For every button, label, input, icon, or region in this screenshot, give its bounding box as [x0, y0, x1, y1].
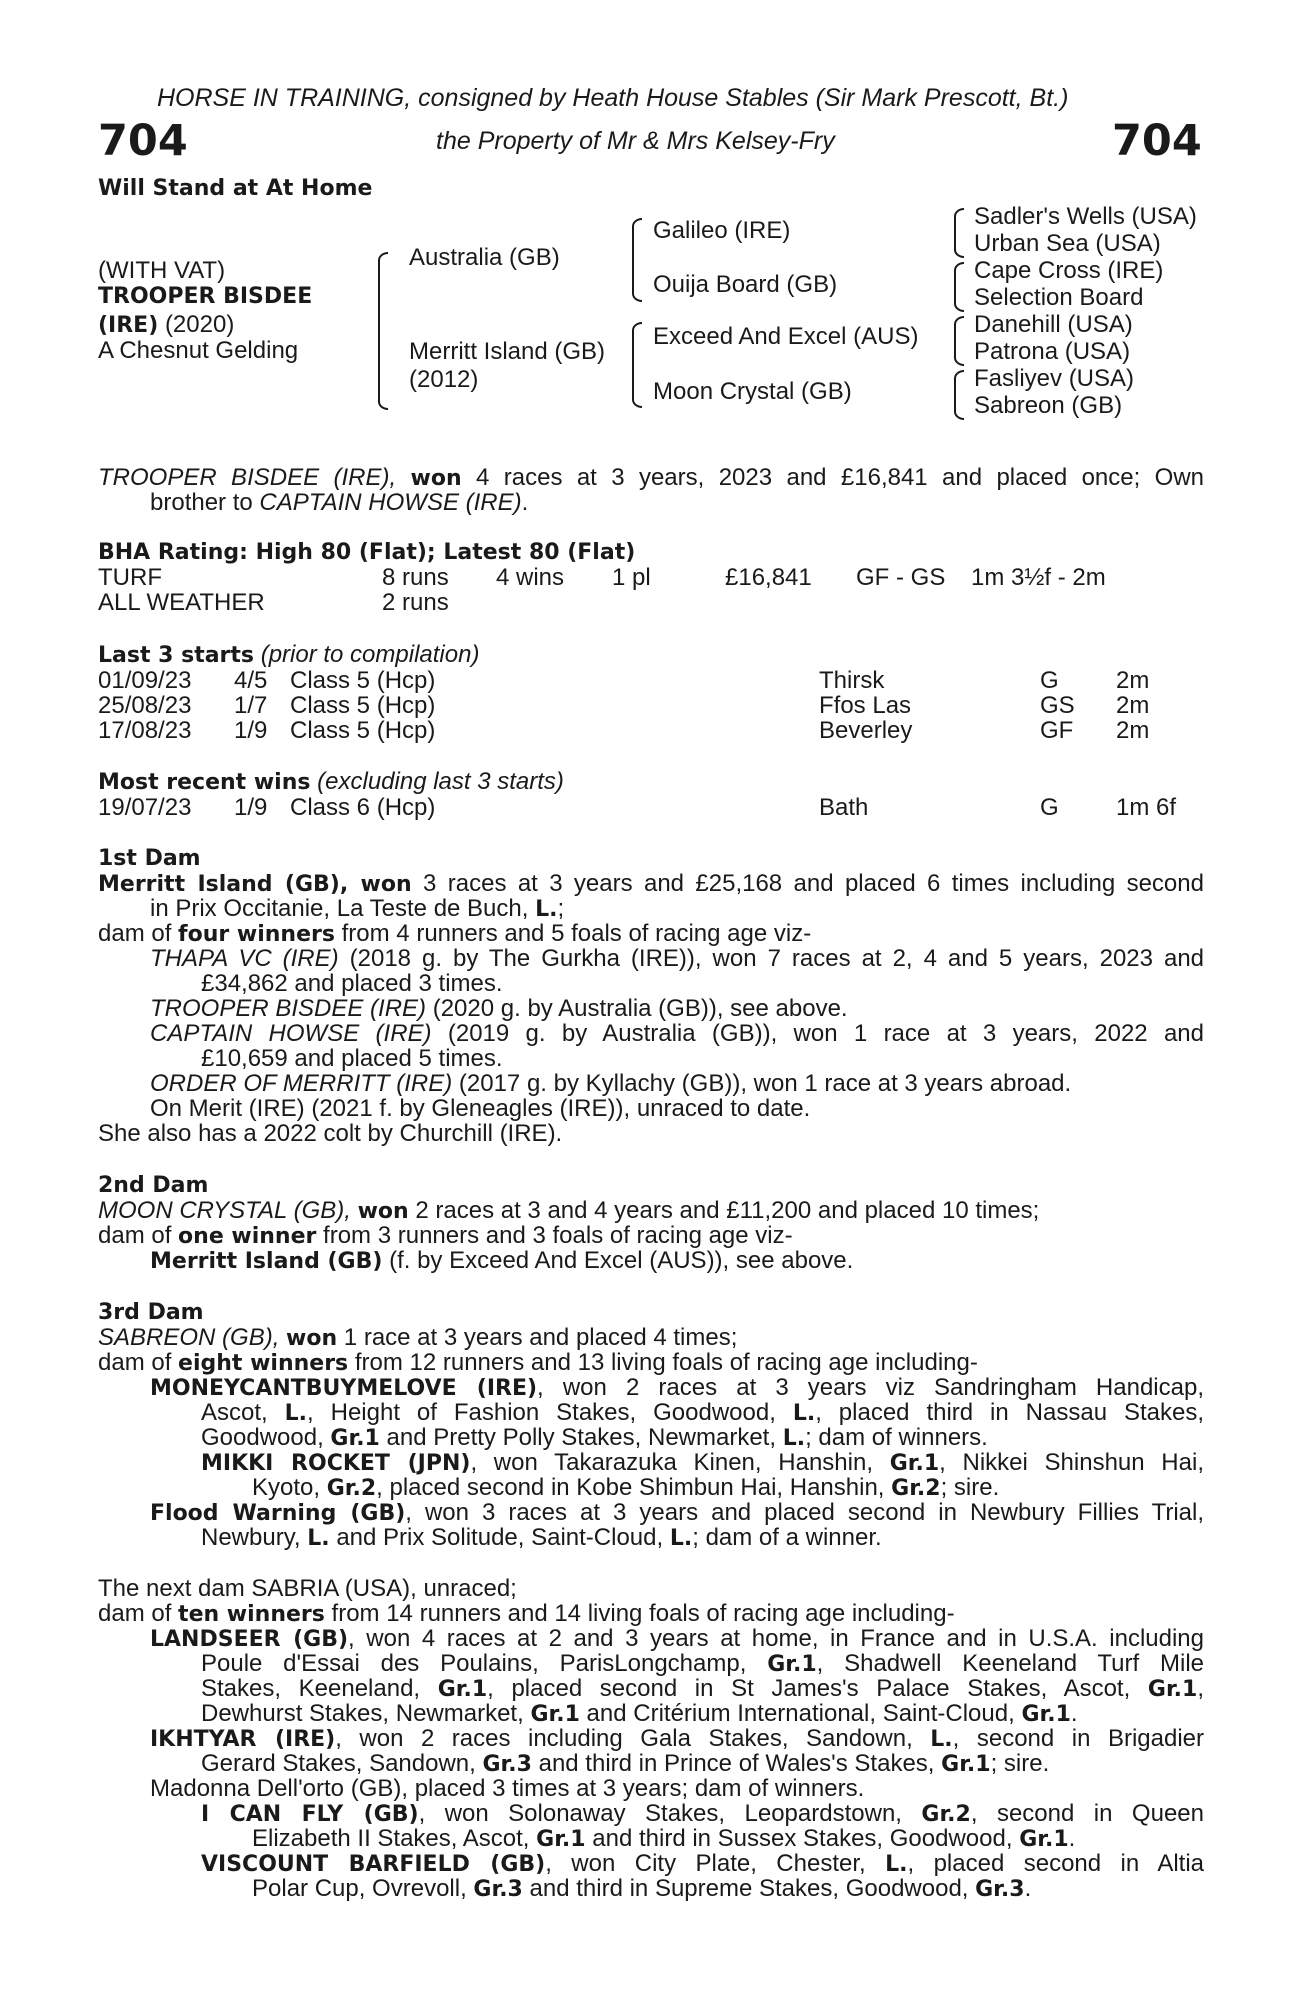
vat-note: (WITH VAT) — [98, 257, 226, 284]
dam1-produce: THAPA VC (IRE) (2018 g. by The Gurkha (IRE)), won 7 races at 2, 4 and 5 years, 2023 and — [150, 945, 1205, 972]
rating-row-aw: ALL WEATHER 2 runs — [98, 589, 449, 616]
gen3-brace-1 — [954, 208, 964, 258]
dam3-line: SABREON (GB), won 1 race at 3 years and placed 4 times; — [98, 1324, 738, 1351]
dam-line-brace — [632, 322, 642, 408]
next-dam-produce: IKHTYAR (IRE), won 2 races including Gala Stakes, Sandown, L., second in Brigadier — [150, 1725, 1204, 1752]
dam1-note: She also has a 2022 colt by Churchill (IRE). — [98, 1120, 563, 1147]
dam1-produce: TROOPER BISDEE (IRE) (2020 g. by Australia (GB)), see above. — [150, 995, 848, 1022]
horse-suffix-year: (IRE) (2020) — [98, 311, 235, 338]
next-dam-produce: Stakes, Keeneland, Gr.1, placed second in St James's Palace Stakes, Ascot, Gr.1, — [201, 1675, 1204, 1702]
next-dam-grandproduce: VISCOUNT BARFIELD (GB), won City Plate, Chester, L., placed second in Altia — [201, 1850, 1205, 1877]
sire-dam-sire: Cape Cross (IRE) — [974, 257, 1164, 284]
bha-rating: BHA Rating: High 80 (Flat); Latest 80 (Flat) — [98, 540, 636, 565]
summary-line-2: brother to CAPTAIN HOWSE (IRE). — [150, 489, 529, 516]
dam-dam-dam: Sabreon (GB) — [974, 392, 1123, 419]
dam1-produce: £10,659 and placed 5 times. — [201, 1045, 503, 1072]
dam1-produce: ORDER OF MERRITT (IRE) (2017 g. by Kyllachy (GB)), won 1 race at 3 years abroad. — [150, 1070, 1072, 1097]
dam-name: Merritt Island (GB) — [409, 338, 606, 365]
recent-row: 19/07/23 1/9 Class 6 (Hcp) Bath G 1m 6f — [98, 794, 1177, 821]
sire-sire-sire: Sadler's Wells (USA) — [974, 203, 1197, 230]
dam1-heading: 1st Dam — [98, 846, 201, 871]
dam1-produce: On Merit (IRE) (2021 f. by Gleneagles (IRE)), unraced to date. — [150, 1095, 811, 1122]
gen3-brace-3 — [954, 316, 964, 366]
dam3-produce: Ascot, L., Height of Fashion Stakes, Goodwood, L., placed third in Nassau Stakes, — [201, 1399, 1205, 1426]
next-dam-produce: Dewhurst Stakes, Newmarket, Gr.1 and Critérium International, Saint-Cloud, Gr.1. — [201, 1700, 1078, 1727]
lot-number-left: 704 — [98, 116, 188, 166]
dam3-line: dam of eight winners from 12 runners and 13 living foals of racing age including- — [98, 1349, 978, 1376]
next-dam-produce: Madonna Dell'orto (GB), placed 3 times at 3 years; dam of winners. — [150, 1775, 865, 1802]
horse-description: A Chesnut Gelding — [98, 337, 299, 364]
next-dam-line: dam of ten winners from 14 runners and 14 living foals of racing age including- — [98, 1600, 955, 1627]
next-dam-grandproduce: Elizabeth II Stakes, Ascot, Gr.1 and third in Sussex Stakes, Goodwood, Gr.1. — [252, 1825, 1076, 1852]
dam2-line: dam of one winner from 3 runners and 3 foals of racing age viz- — [98, 1222, 793, 1249]
gen3-brace-2 — [954, 262, 964, 312]
sire-line-brace — [632, 218, 642, 302]
next-dam-grandproduce: Polar Cup, Ovrevoll, Gr.3 and third in Supreme Stakes, Goodwood, Gr.3. — [252, 1875, 1032, 1902]
horse-name: TROOPER BISDEE — [98, 284, 313, 309]
dam3-produce: Newbury, L. and Prix Solitude, Saint-Cloud, L.; dam of a winner. — [201, 1524, 882, 1551]
dam2-line: MOON CRYSTAL (GB), won 2 races at 3 and 4 years and £11,200 and placed 10 times; — [98, 1197, 1040, 1224]
dam1-produce: CAPTAIN HOWSE (IRE) (2019 g. by Australia (GB)), won 1 race at 3 years, 2022 and — [150, 1020, 1204, 1047]
last3-row: 17/08/23 1/9 Class 5 (Hcp) Beverley GF 2m — [98, 717, 1150, 744]
rating-row-turf: TURF 8 runs 4 wins 1 pl £16,841 GF - GS 1m 3½f - 2m — [98, 564, 1106, 591]
next-dam-line: The next dam SABRIA (USA), unraced; — [98, 1575, 517, 1602]
dam3-produce: Flood Warning (GB), won 3 races at 3 years and placed second in Newbury Fillies Trial, — [150, 1499, 1205, 1526]
last3-row: 25/08/23 1/7 Class 5 (Hcp) Ffos Las GS 2m — [98, 692, 1150, 719]
sire-dam: Ouija Board (GB) — [653, 271, 838, 298]
next-dam-produce: Poule d'Essai des Poulains, ParisLongchamp, Gr.1, Shadwell Keeneland Turf Mile — [201, 1650, 1204, 1677]
dam1-line: dam of four winners from 4 runners and 5 foals of racing age viz- — [98, 920, 812, 947]
dam3-heading: 3rd Dam — [98, 1300, 204, 1325]
property-line: the Property of Mr & Mrs Kelsey-Fry — [436, 127, 835, 155]
summary-line-1: TROOPER BISDEE (IRE), won 4 races at 3 years, 2023 and £16,841 and placed once; Own — [98, 464, 1205, 491]
sire-sire: Galileo (IRE) — [653, 217, 791, 244]
consignor-line: HORSE IN TRAINING, consigned by Heath House Stables (Sir Mark Prescott, Bt.) — [157, 84, 1069, 112]
dam-dam: Moon Crystal (GB) — [653, 378, 852, 405]
dam1-line: in Prix Occitanie, La Teste de Buch, L.; — [150, 895, 565, 922]
dam-sire-dam: Patrona (USA) — [974, 338, 1131, 365]
dam3-produce: MONEYCANTBUYMELOVE (IRE), won 2 races at 3 years viz Sandringham Handicap, — [150, 1374, 1204, 1401]
sire-sire-dam: Urban Sea (USA) — [974, 230, 1161, 257]
last3-heading: Last 3 starts (prior to compilation) — [98, 641, 480, 668]
dam3-grandproduce: Kyoto, Gr.2, placed second in Kobe Shimbun Hai, Hanshin, Gr.2; sire. — [252, 1474, 1000, 1501]
next-dam-produce: LANDSEER (GB), won 4 races at 2 and 3 years at home, in France and in U.S.A. including — [150, 1625, 1204, 1652]
dam-sire: Exceed And Excel (AUS) — [653, 323, 919, 350]
next-dam-grandproduce: I CAN FLY (GB), won Solonaway Stakes, Leopardstown, Gr.2, second in Queen — [201, 1800, 1204, 1827]
dam1-produce: £34,862 and placed 3 times. — [201, 970, 503, 997]
gen3-brace-4 — [954, 370, 964, 420]
sire-name: Australia (GB) — [409, 244, 560, 271]
dam2-heading: 2nd Dam — [98, 1173, 209, 1198]
last3-row: 01/09/23 4/5 Class 5 (Hcp) Thirsk G 2m — [98, 667, 1150, 694]
dam-sire-sire: Danehill (USA) — [974, 311, 1133, 338]
dam3-produce: Goodwood, Gr.1 and Pretty Polly Stakes, Newmarket, L.; dam of winners. — [201, 1424, 988, 1451]
dam3-grandproduce: MIKKI ROCKET (JPN), won Takarazuka Kinen, Hanshin, Gr.1, Nikkei Shinshun Hai, — [201, 1449, 1204, 1476]
next-dam-produce: Gerard Stakes, Sandown, Gr.3 and third in Prince of Wales's Stakes, Gr.1; sire. — [201, 1750, 1050, 1777]
lot-number-right: 704 — [1112, 116, 1202, 166]
sire-dam-dam: Selection Board — [974, 284, 1144, 311]
dam-year: (2012) — [409, 366, 479, 393]
dam2-produce: Merritt Island (GB) (f. by Exceed And Excel (AUS)), see above. — [150, 1247, 854, 1274]
sire-dam-brace — [378, 252, 388, 410]
dam1-line: Merritt Island (GB), won 3 races at 3 years and £25,168 and placed 6 times including second — [98, 870, 1204, 897]
stand-line: Will Stand at At Home — [98, 176, 373, 201]
recent-heading: Most recent wins (excluding last 3 starts) — [98, 768, 564, 795]
dam-dam-sire: Fasliyev (USA) — [974, 365, 1135, 392]
